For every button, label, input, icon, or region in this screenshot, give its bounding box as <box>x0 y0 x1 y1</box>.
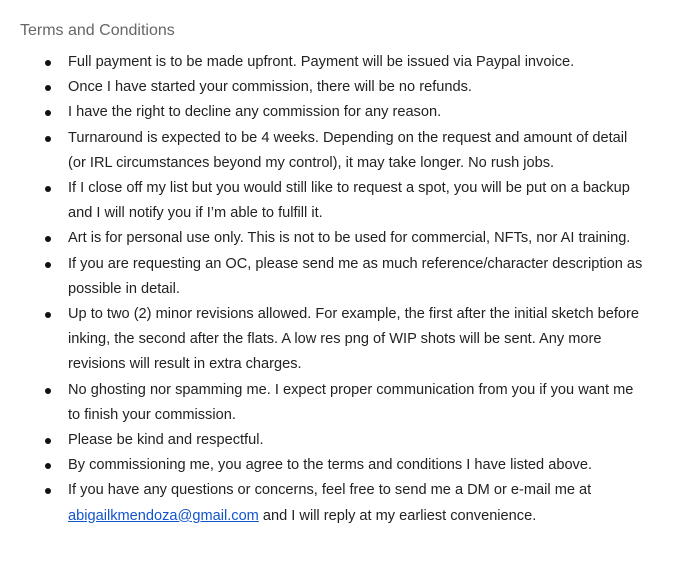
bullet-icon <box>45 236 51 242</box>
bullet-icon <box>45 136 51 142</box>
list-item <box>20 302 680 378</box>
bullet-icon <box>45 110 51 116</box>
bullet-icon <box>45 186 51 192</box>
bullet-icon <box>45 262 51 268</box>
list-item <box>20 100 680 125</box>
term-text: Once I have started your commission, there will be no refunds. <box>68 79 472 96</box>
contact-item <box>20 478 680 528</box>
term-text: Turnaround is expected to be 4 weeks. Depending on the request and amount of detail (or IRL circumstances beyond my control), it may take longer. No rush jobs. <box>68 129 628 171</box>
bullet-icon <box>45 438 51 444</box>
term-text: Up to two (2) minor revisions allowed. For example, the first after the initial sketch before inking, the second after the flats. A low res png of WIP shots will be sent. Any more revisions will result in extra charges. <box>68 306 640 373</box>
bullet-icon <box>45 388 51 394</box>
contact-text-after: and I will reply at my earliest convenience. <box>258 507 537 524</box>
term-text: If I close off my list but you would still like to request a spot, you will be put on a backup and I will notify you if I’m able to fulfill it. <box>68 180 630 222</box>
list-item <box>20 453 680 478</box>
list-item <box>20 50 680 75</box>
term-text: I have the right to decline any commission for any reason. <box>68 104 442 121</box>
bullet-icon <box>45 463 51 469</box>
email-link[interactable]: abigailkmendoza@gmail.com <box>68 507 259 524</box>
bullet-icon <box>45 312 51 318</box>
page-title: Terms and Conditions <box>20 22 175 39</box>
contact-text-before: If you have any questions or concerns, feel free to send me a DM or e-mail me at <box>68 482 592 499</box>
bullet-icon <box>45 488 51 494</box>
list-item <box>20 226 680 251</box>
list-item <box>20 428 680 453</box>
terms-list <box>20 50 680 529</box>
list-item <box>20 126 680 176</box>
list-item <box>20 378 680 428</box>
term-text: No ghosting nor spamming me. I expect proper communication from you if you want me to finish your commission. <box>68 381 634 423</box>
term-text: By commissioning me, you agree to the terms and conditions I have listed above. <box>68 457 593 474</box>
list-item <box>20 252 680 302</box>
bullet-icon <box>45 85 51 91</box>
term-text: Full payment is to be made upfront. Payment will be issued via Paypal invoice. <box>68 54 575 70</box>
list-item <box>20 176 680 226</box>
term-text: Art is for personal use only. This is not to be used for commercial, NFTs, nor AI training. <box>68 230 631 247</box>
bullet-icon <box>45 60 51 66</box>
term-text: If you are requesting an OC, please send me as much reference/character description as possible in detail. <box>68 255 643 297</box>
term-text: Please be kind and respectful. <box>68 432 264 449</box>
list-item <box>20 75 680 100</box>
